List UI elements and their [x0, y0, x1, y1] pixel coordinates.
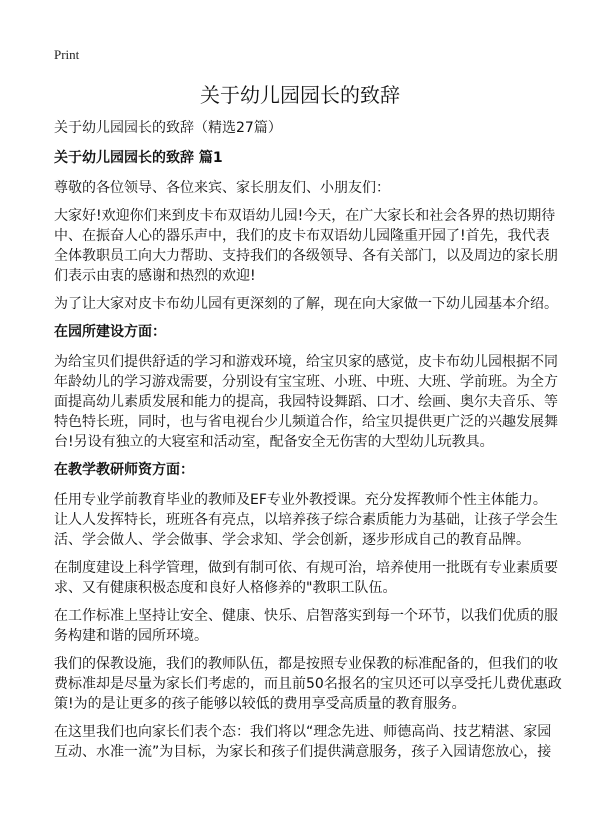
- text-line: 为了让大家对皮卡布幼儿园有更深刻的了解，现在向大家做一下幼儿园基本介绍。: [54, 296, 558, 312]
- paragraph: [54, 294, 558, 314]
- greeting: 尊敬的各位领导、各位来宾、家长朋友们、小朋友们：: [54, 180, 390, 196]
- paragraph: [54, 558, 558, 598]
- text-line: 我们的保教设施，我们的教师队伍，都是按照专业保教的标准配备的，但我们的收: [54, 656, 558, 672]
- text-line: 们表示由衷的感谢和热烈的欢迎!: [54, 268, 256, 284]
- paragraph: [54, 654, 562, 714]
- subheading-facilities: 在园所建设方面：: [54, 324, 166, 340]
- print-link[interactable]: Print: [54, 47, 80, 62]
- text-line: 求、又有健康积极态度和良好人格修养的"教职工队伍。: [54, 580, 397, 596]
- text-line: 年龄幼儿的学习游戏需要，分别设有宝宝班、小班、中班、大班、学前班。为全方: [54, 374, 558, 390]
- text-line: 全体教职员工向大力帮助、支持我们的各级领导、各有关部门，以及周边的家长朋: [54, 248, 558, 264]
- text-line: 务构建和谐的园所环境。: [54, 628, 208, 644]
- paragraph: [54, 352, 558, 452]
- subtitle: 关于幼儿园园长的致辞（精选27篇）: [54, 120, 282, 136]
- text-line: 特色特长班，同时，也与省电视台少儿频道合作，给宝贝提供更广泛的兴趣发展舞: [54, 414, 558, 430]
- text-line: 台!另设有独立的大寝室和活动室，配备安全无伤害的大型幼儿玩教具。: [54, 434, 494, 450]
- text-line: 活、学会做人、学会做事、学会求知、学会创新，逐步形成自己的教育品牌。: [54, 532, 530, 548]
- text-line: 任用专业学前教育毕业的教师及EF专业外教授课。充分发挥教师个性主体能力。: [54, 492, 547, 508]
- paragraph: [54, 606, 558, 646]
- text-line: 在制度建设上科学管理，做到有制可依、有规可治，培养使用一批既有专业素质要: [54, 560, 558, 576]
- paragraph: [54, 206, 558, 286]
- paragraph: [54, 490, 558, 550]
- text-line: 策!为的是让更多的孩子能够以较低的费用享受高质量的教育服务。: [54, 696, 466, 712]
- text-line: 在工作标准上坚持让安全、健康、快乐、启智落实到每一个环节，以我们优质的服: [54, 608, 558, 624]
- text-line: 让人人发挥特长，班班各有亮点，以培养孩子综合素质能力为基础，让孩子学会生: [54, 512, 558, 528]
- text-line: 为给宝贝们提供舒适的学习和游戏环境，给宝贝家的感觉，皮卡布幼儿园根据不同: [54, 354, 558, 370]
- text-line: 在这里我们也向家长们表个态：我们将以“理念先进、师德高尚、技艺精湛、家园: [54, 724, 552, 740]
- text-line: 面提高幼儿素质发展和能力的提高，我园特设舞蹈、口才、绘画、奥尔夫音乐、等: [54, 394, 558, 410]
- subheading-teaching: 在教学教研师资方面：: [54, 462, 194, 478]
- section-heading: 关于幼儿园园长的致辞 篇1: [54, 150, 223, 166]
- text-line: 中、在振奋人心的器乐声中，我们的皮卡布双语幼儿园隆重开园了!首先，我代表: [54, 228, 550, 244]
- document-body: [54, 118, 562, 770]
- text-line: 互动、水准一流”为目标，为家长和孩子们提供满意服务，孩子入园请您放心，接: [54, 744, 552, 760]
- page-title: 关于幼儿园园长的致辞: [200, 83, 400, 107]
- text-line: 大家好!欢迎你们来到皮卡布双语幼儿园!今天，在广大家长和社会各界的热切期待: [54, 208, 556, 224]
- text-line: 费标准却是尽量为家长们考虑的，而且前50名报名的宝贝还可以享受托儿费优惠政: [54, 676, 562, 692]
- paragraph: [54, 722, 554, 762]
